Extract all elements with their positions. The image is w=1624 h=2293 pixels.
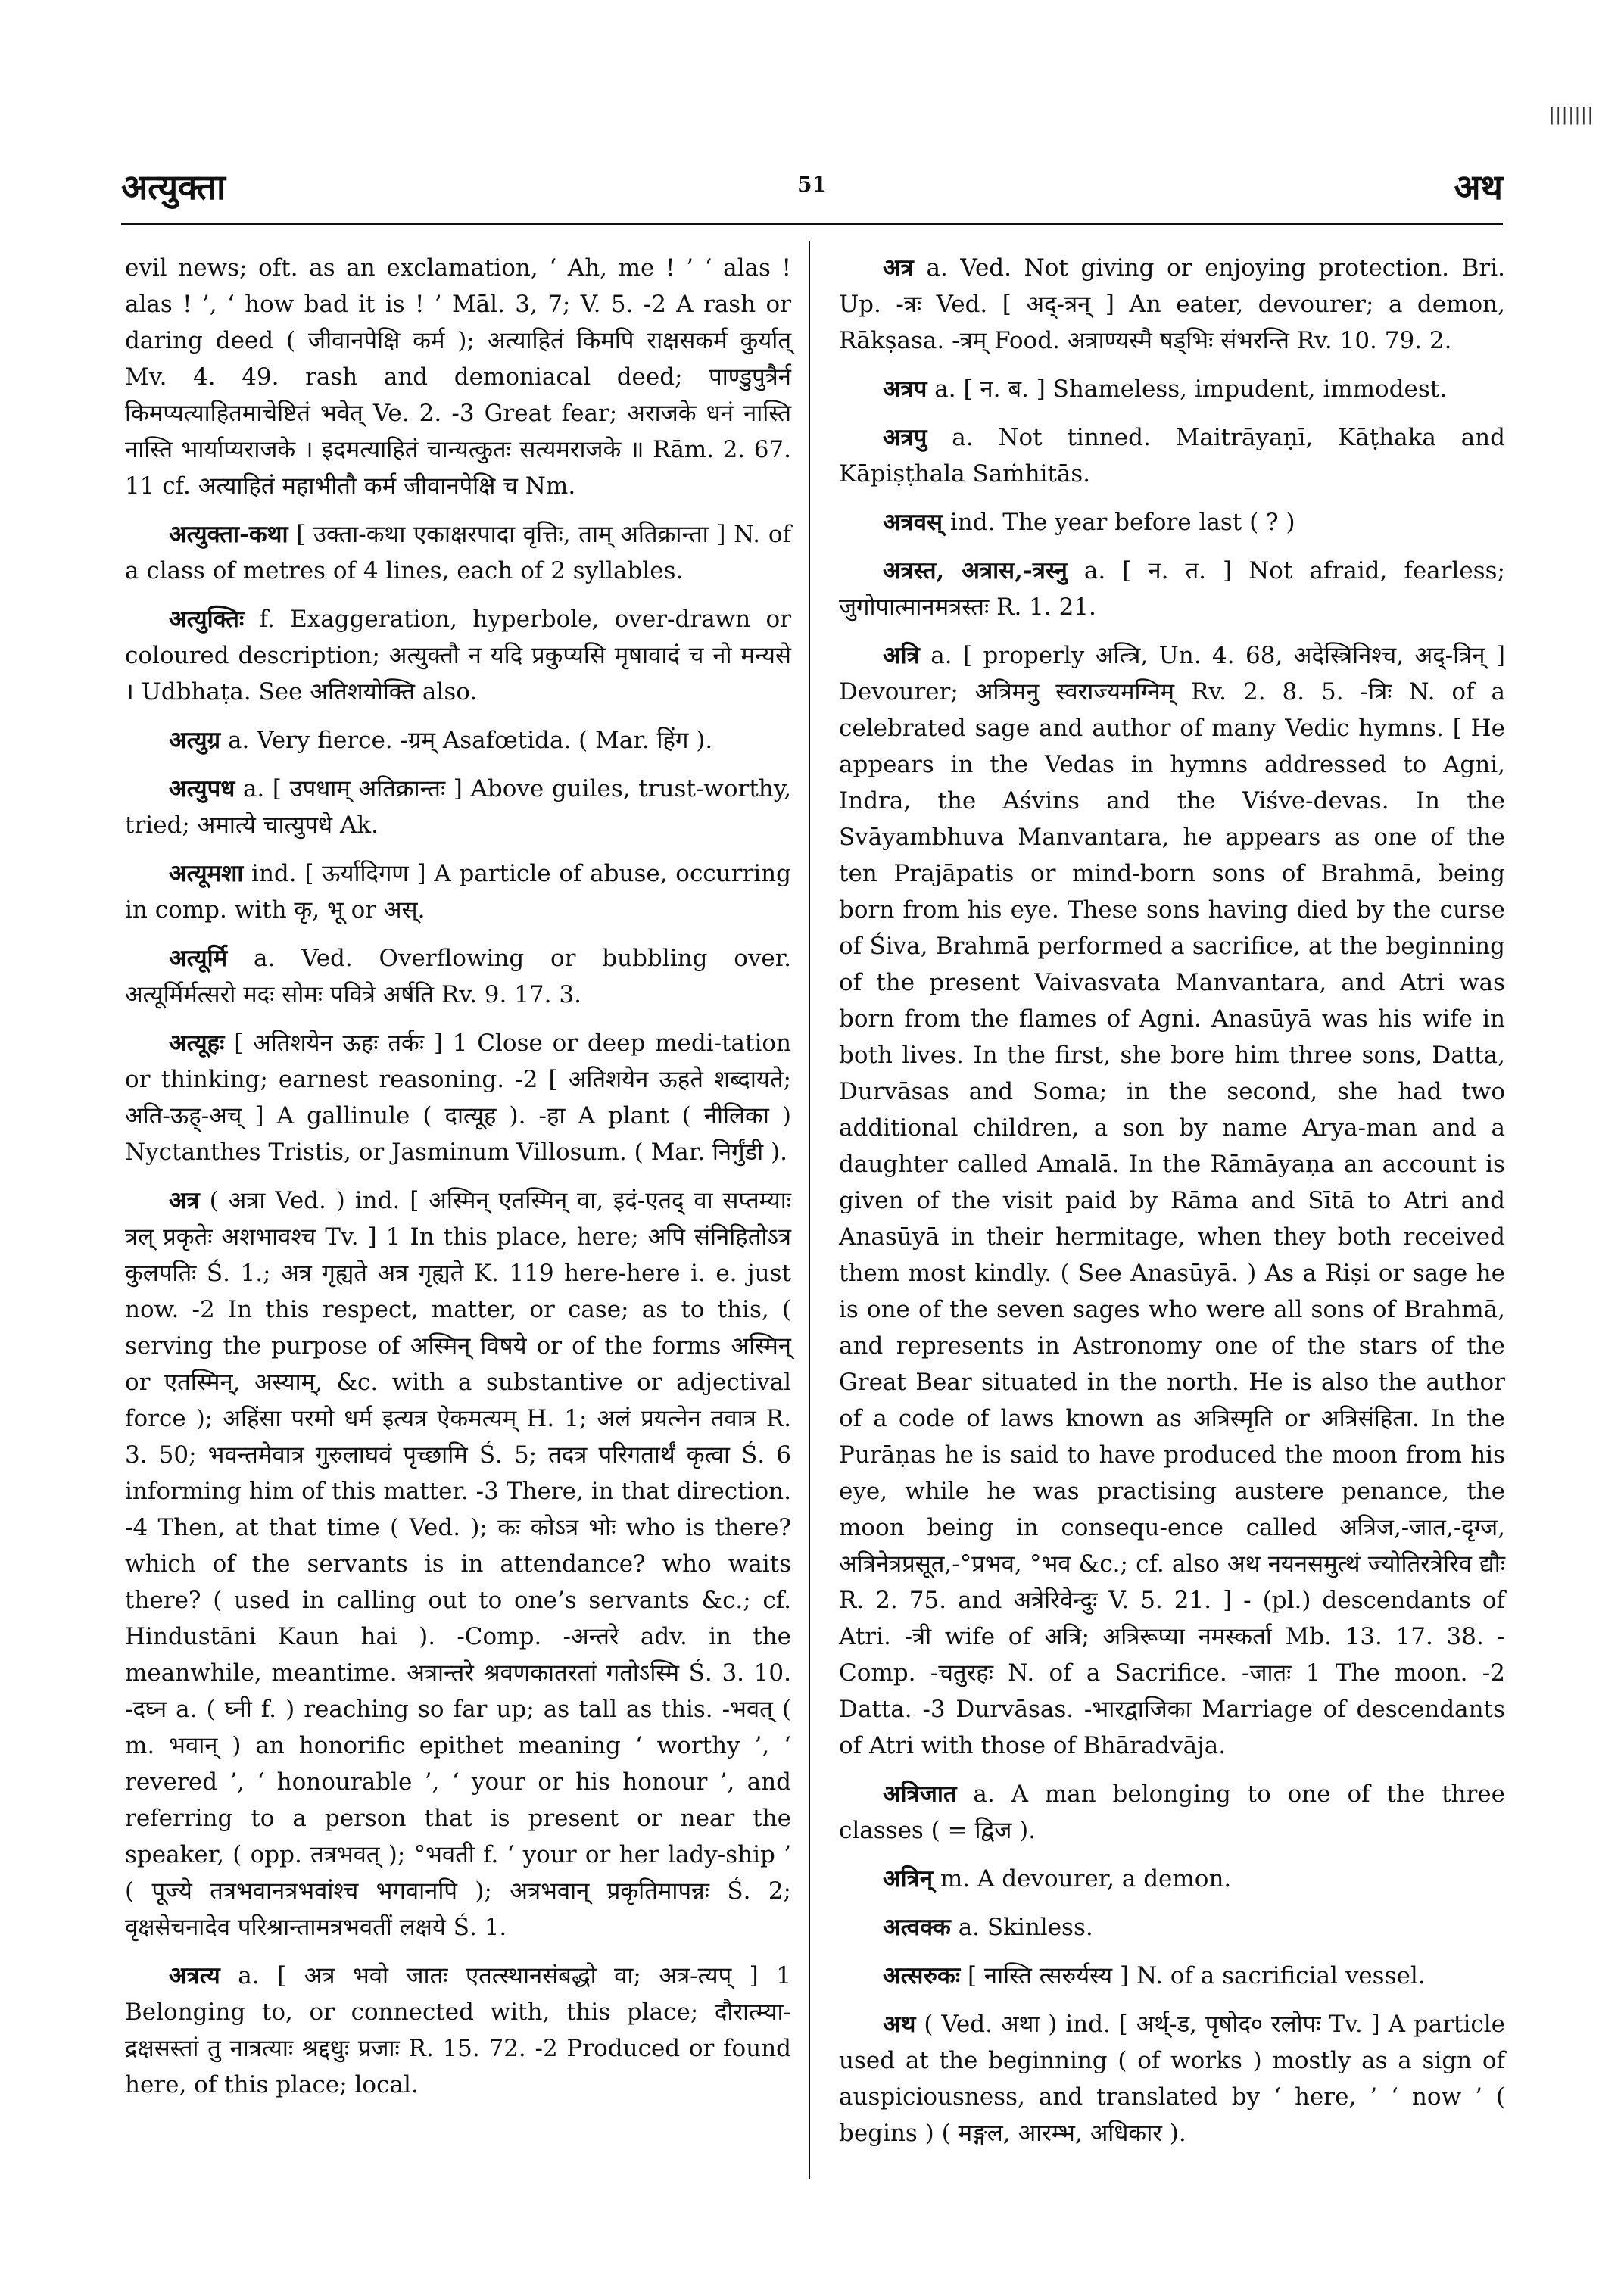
entry-text: [ नास्ति त्सरुर्यस्य ] N. of a sacrificial vessel. bbox=[967, 1962, 1426, 1989]
left-running-headword: अत्युक्ता bbox=[121, 167, 226, 207]
entry-text: a. Not tinned. Maitrāyaṇī, Kāṭhaka and Kāpiṣṭhala Saṁhitās. bbox=[839, 424, 1505, 488]
dictionary-entry bbox=[839, 1861, 1505, 1897]
dictionary-entry bbox=[839, 1776, 1505, 1849]
entry-text: ind. [ ऊर्यादिगण ] A particle of abuse, occurring in comp. with कृ, भू or अस्. bbox=[125, 860, 791, 924]
entry-text: a. [ न. त. ] Not afraid, fearless; जुगोपात्मानमत्रस्तः R. 1. 21. bbox=[839, 557, 1505, 621]
entry-text: a. [ properly अत्त्रि, Un. 4. 68, अदेस्त्रिनिश्च, अद्-त्रिन् ] Devourer; अत्रिमनु स्वराज्यमग्निम् Rv. 2. 8. 5. -त्रिः N. of a celebrated sage and author of many Vedic hymns. [ He appears in the Vedas in hymns addressed to Agni, Indra, the Aśvins and the Viśve-devas. In the Svāyambhuva Manvantara, he appears as one of the ten Prajāpatis or mind-born sons of Brahmā, being born from his eye. These sons having died by the curse of Śiva, Brahmā performed a sacrifice, at the beginning of the present Vaivasvata Manvantara, and Atri was born from the flames of Agni. Anasūyā was his wife in both lives. In the first, she bore him three sons, Datta, Durvāsas and Soma; in the second, she had two additional children, a son by name Arya-man and a daughter called Amalā. In the Rāmāyaṇa an account is given of the visit paid by Rāma and Sītā to Atri and Anasūyā in their hermitage, when they both received them most kindly. ( See Anasūyā. ) As a Riṣi or sage he is one of the seven sages who were all sons of Brahmā, and represents in Astronomy one of the stars of the Great Bear situated in the north. He is also the author of a code of laws known as अत्रिस्मृति or अत्रिसंहिता. In the Purāṇas he is said to have produced the moon from his eye, while he was practising austere penance, the moon being in consequ-ence called अत्रिज,-जात,-दृग्ज, अत्रिनेत्रप्रसूत,-°प्रभव, °भव &c.; cf. also अथ नयनसमुत्थं ज्योतिरत्रेरिव द्यौः R. 2. 75. and अत्रेरिवेन्दुः V. 5. 21. ] - (pl.) descendants of Atri. -त्री wife of अत्रि; अत्रिरूप्या नमस्कर्ता Mb. 13. 17. 38. -Comp. -चतुरहः N. of a Sacrifice. -जातः 1 The moon. -2 Datta. -3 Durvāsas. -भारद्वाजिका Marriage of descendants of Atri with those of Bhāradvāja. bbox=[839, 642, 1505, 1759]
entry-headword: अत्रस्त, अत्रास,-त्रस्नु bbox=[883, 557, 1068, 584]
entry-text: a. Skinless. bbox=[958, 1914, 1093, 1941]
entry-headword: अत्र bbox=[169, 1187, 200, 1214]
entry-text: a. A man belonging to one of the three classes ( = द्विज ). bbox=[839, 1781, 1505, 1844]
entry-headword: अत्रिजात bbox=[883, 1781, 957, 1808]
entry-headword: अत्यूहः bbox=[169, 1030, 225, 1057]
left-column bbox=[125, 250, 791, 2115]
entry-headword: अथ bbox=[883, 2011, 916, 2038]
page-number: 51 bbox=[797, 172, 827, 197]
column-divider bbox=[809, 241, 810, 2179]
dictionary-entry bbox=[125, 516, 791, 589]
dictionary-entry bbox=[839, 371, 1505, 407]
entry-headword: अत्रत्य bbox=[169, 1962, 220, 1989]
entry-text: ( Ved. अथा ) ind. [ अर्थ्-ड, पृषोद० रलोपः Tv. ] A particle used at the beginning ( of works ) mostly as a sign of auspiciousness, and translated by ‘ here, ’ ‘ now ’ ( begins ) ( मङ्गल, आरम्भ, अधिकार ). bbox=[839, 2011, 1506, 2147]
entry-text: ind. The year before last ( ? ) bbox=[949, 509, 1295, 536]
dictionary-entry bbox=[839, 1958, 1505, 1994]
entry-headword: अत्यूमशा bbox=[169, 860, 244, 887]
entry-text: a. Ved. Not giving or enjoying protection. Bri. Up. -त्रः Ved. [ अद्-त्रन् ] An eater, devourer; a demon, Rākṣasa. -त्रम् Food. अत्राण्यस्मै षड्भिः संभरन्ति Rv. 10. 79. 2. bbox=[839, 254, 1506, 354]
entry-text: f. Exaggeration, hyperbole, over-drawn or coloured description; अत्युक्तौ न यदि प्रकुप्यसि मृषावादं च नो मन्यसे । Udbhaṭa. See अतिशयोक्ति also. bbox=[125, 606, 791, 706]
dictionary-entry bbox=[125, 771, 791, 843]
right-running-headword: अथ bbox=[1454, 167, 1503, 207]
dictionary-entry bbox=[839, 504, 1505, 541]
entry-headword: अत्वक्क bbox=[883, 1914, 951, 1941]
entry-headword: अत्रवस् bbox=[883, 509, 943, 536]
entry-text: ( अत्रा Ved. ) ind. [ अस्मिन् एतस्मिन् वा, इदं-एतद् वा सप्तम्याः त्रल् प्रकृतेः अशभावश्च Tv. ] 1 In this place, here; अपि संनिहितोऽत्र कुलपतिः Ś. 1.; अत्र गृह्यते अत्र गृह्यते K. 119 here-here i. e. just now. -2 In this respect, matter, or case; as to this, ( serving the purpose of अस्मिन् विषये or of the forms अस्मिन् or एतस्मिन्, अस्याम्, &c. with a substantive or adjectival force ); अहिंसा परमो धर्म इत्यत्र ऐकमत्यम् H. 1; अलं प्रयत्नेन तवात्र R. 3. 50; भवन्तमेवात्र गुरुलाघवं पृच्छामि Ś. 5; तदत्र परिगतार्थं कृत्वा Ś. 6 informing him of this matter. -3 There, in that direction. -4 Then, at that time ( Ved. ); कः कोऽत्र भोः who is there? which of the servants is in attendance? who waits there? ( used in calling out to one’s servants &c.; cf. Hindustāni Kaun hai ). -Comp. -अन्तरे adv. in the meanwhile, meantime. अत्रान्तरे श्रवणकातरतां गतोऽस्मि Ś. 3. 10. -दघ्न a. ( घ्नी f. ) reaching so far up; as tall as this. -भवत् ( m. भवान् ) an honorific epithet meaning ‘ worthy ’, ‘ revered ’, ‘ honourable ’, ‘ your or his honour ’, and referring to a person that is present or near the speaker, ( opp. तत्रभवत् ); °भवती f. ‘ your or her lady-ship ’ ( पूज्ये तत्रभवानत्रभवांश्च भगवानपि ); अत्रभवान् प्रकृतिमापन्नः Ś. 2; वृक्षसेचनादेव परिश्रान्तामत्रभवतीं लक्षये Ś. 1. bbox=[125, 1187, 791, 1941]
entry-text: a. Very fierce. -ग्रम् Asafœtida. ( Mar. हिंग ). bbox=[228, 727, 713, 754]
header-rule-thick bbox=[121, 223, 1503, 225]
dictionary-entry bbox=[839, 419, 1505, 492]
dictionary-entry bbox=[839, 553, 1505, 625]
right-column bbox=[839, 250, 1505, 2164]
entry-headword: अत्रिन् bbox=[883, 1865, 934, 1893]
entry-text: a. [ उपधाम् अतिक्रान्तः ] Above guiles, trust-worthy, tried; अमात्ये चात्युपधे Ak. bbox=[125, 775, 791, 839]
entry-text: [ उक्ता-कथा एकाक्षरपादा वृत्तिः, ताम् अतिक्रान्ता ] N. of a class of metres of 4 lines, each of 2 syllables. bbox=[125, 521, 791, 584]
entry-text: a. [ न. ब. ] Shameless, impudent, immodest. bbox=[934, 375, 1448, 403]
page-header bbox=[121, 163, 1503, 216]
entry-text: a. Ved. Overflowing or bubbling over. अत्यूर्मिर्मत्सरो मदः सोमः पवित्रे अर्षति Rv. 9. 17. 3. bbox=[125, 945, 791, 1008]
entry-headword: अत्युक्ता-कथा bbox=[169, 521, 288, 548]
entry-text: [ अतिशयेन ऊहः तर्कः ] 1 Close or deep medi-tation or thinking; earnest reasoning. -2 [ अतिशयेन ऊहते शब्दायते; अति-ऊह्-अच् ] A gallinule ( दात्यूह ). -हा A plant ( नीलिका ) Nyctanthes Tristis, or Jasminum Villosum. ( Mar. निर्गुंडी ). bbox=[125, 1030, 791, 1166]
dictionary-entry bbox=[839, 250, 1505, 359]
edge-marks: ||||||| bbox=[1549, 106, 1594, 125]
entry-headword: अत्यूर्मि bbox=[169, 945, 228, 972]
dictionary-entry: evil news; oft. as an exclamation, ‘ Ah, me ! ’ ‘ alas ! alas ! ’, ‘ how bad it is ! ’ Māl. 3, 7; V. 5. -2 A rash or daring deed ( जीवानपेक्षि कर्म ); अत्याहितं किमपि राक्षसकर्म कुर्यात् Mv. 4. 49. rash and demoniacal deed; पाण्डुपुत्रैर्न किमप्यत्याहितमाचेष्टितं भवेत् Ve. 2. -3 Great fear; अराजके धनं नास्ति नास्ति भार्याप्यराजके । इदमत्याहितं चान्यत्कुतः सत्यमराजके ॥ Rām. 2. 67. 11 cf. अत्याहितं महाभीतौ कर्म जीवानपेक्षि च Nm. bbox=[125, 254, 791, 500]
entry-headword: अत्रपु bbox=[883, 424, 927, 451]
dictionary-entry bbox=[839, 2006, 1505, 2151]
dictionary-entry bbox=[125, 1182, 791, 1946]
entry-headword: अत्रप bbox=[883, 375, 927, 403]
dictionary-entry bbox=[125, 601, 791, 710]
entry-headword: अत्रि bbox=[883, 642, 920, 669]
entry-headword: अत्युक्तिः bbox=[169, 606, 245, 633]
entry-headword: अत्युपध bbox=[169, 775, 235, 802]
dictionary-entry bbox=[839, 1909, 1505, 1946]
dictionary-entry bbox=[125, 1958, 791, 2103]
entry-headword: अत्युग्र bbox=[169, 727, 221, 754]
dictionary-entry bbox=[125, 722, 791, 759]
entry-headword: अत्सरुकः bbox=[883, 1962, 961, 1989]
dictionary-entry bbox=[125, 855, 791, 928]
dictionary-entry bbox=[839, 637, 1505, 1764]
entry-text: a. [ अत्र भवो जातः एतत्स्थानसंबद्धो वा; अत्र-त्यप् ] 1 Belonging to, or connected with, this place; दौरात्म्या-द्रक्षसस्तां तु नात्रत्याः श्रद्दधुः प्रजाः R. 15. 72. -2 Produced or found here, of this place; local. bbox=[125, 1962, 791, 2098]
entry-text: m. A devourer, a demon. bbox=[940, 1865, 1232, 1893]
dictionary-entry bbox=[125, 940, 791, 1013]
dictionary-entry bbox=[125, 1025, 791, 1170]
entry-headword: अत्र bbox=[883, 254, 914, 282]
